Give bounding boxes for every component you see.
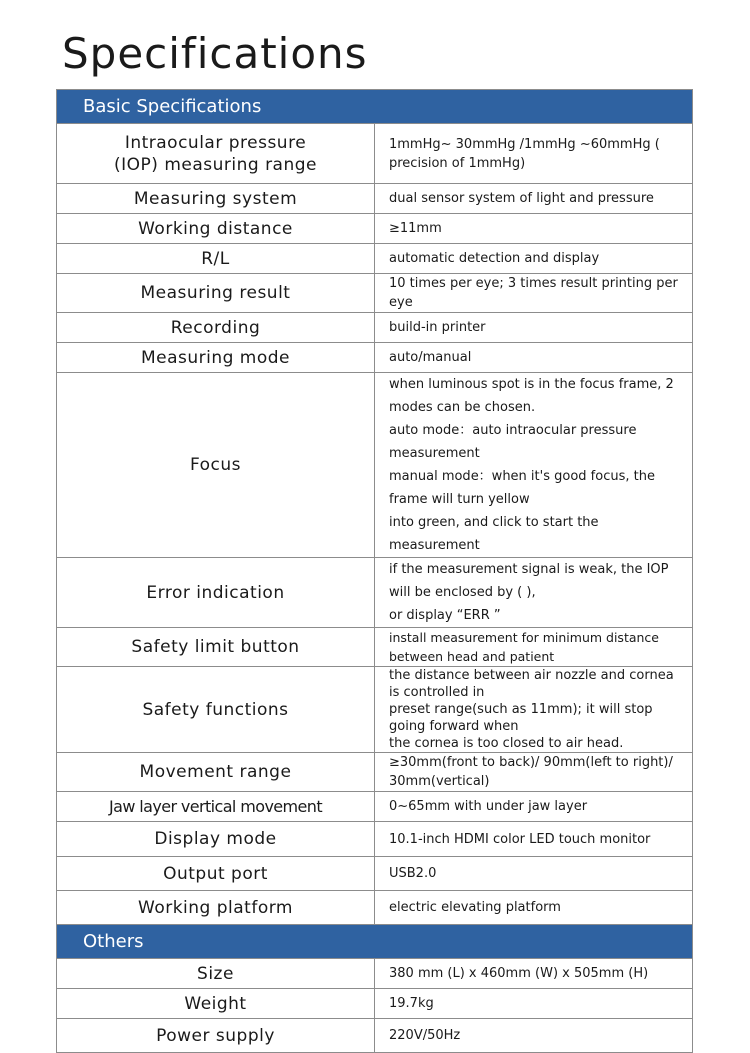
spec-row-iop [57, 124, 693, 184]
spec-value-line: the distance between air nozzle and cornea is controlled in [389, 668, 674, 700]
spec-label: Movement range [57, 753, 375, 792]
spec-label: Focus [57, 373, 375, 558]
spec-row-measuring-mode [57, 343, 693, 373]
spec-row-output-port [57, 857, 693, 891]
spec-label: Error indication [57, 558, 375, 628]
spec-row-focus [57, 373, 693, 558]
spec-value [375, 373, 693, 558]
spec-label: Safety limit button [57, 628, 375, 667]
section-title-basic: Basic Specifications [57, 90, 693, 124]
spec-label: Safety functions [57, 667, 375, 753]
spec-label-line: (IOP) measuring range [114, 154, 317, 175]
spec-row-working-distance [57, 214, 693, 244]
spec-value: 220V/50Hz [375, 1019, 693, 1053]
spec-label: Measuring result [57, 274, 375, 313]
spec-label: Measuring system [57, 184, 375, 214]
spec-value: automatic detection and display [375, 244, 693, 274]
spec-value [375, 667, 693, 753]
spec-value: dual sensor system of light and pressure [375, 184, 693, 214]
spec-value-line: manual mode：when it's good focus, the frame will turn yellow [389, 469, 655, 507]
section-header-others [57, 925, 693, 959]
spec-value: 19.7kg [375, 989, 693, 1019]
spec-row-rl [57, 244, 693, 274]
spec-label: Working platform [57, 891, 375, 925]
spec-value: 380 mm (L) x 460mm (W) x 505mm (H) [375, 959, 693, 989]
spec-value-line: or display “ERR ” [389, 608, 501, 623]
spec-value: 0~65mm with under jaw layer [375, 792, 693, 822]
spec-value: electric elevating platform [375, 891, 693, 925]
spec-value: install measurement for minimum distance between head and patient [375, 628, 693, 667]
spec-value-line: if the measurement signal is weak, the IOP will be enclosed by ( ), [389, 562, 669, 600]
spec-label: Weight [57, 989, 375, 1019]
spec-row-safety-functions [57, 667, 693, 753]
spec-value-line: into green, and click to start the measurement [389, 515, 599, 553]
spec-value-line: auto mode：auto intraocular pressure measurement [389, 423, 637, 461]
spec-value-line: the cornea is too closed to air head. [389, 736, 624, 751]
spec-label: Working distance [57, 214, 375, 244]
spec-row-measuring-system [57, 184, 693, 214]
spec-row-jaw-layer [57, 792, 693, 822]
spec-value: ≥30mm(front to back)/ 90mm(left to right)/ 30mm(vertical) [375, 753, 693, 792]
spec-label [57, 792, 375, 822]
spec-value: 10.1-inch HDMI color LED touch monitor [375, 822, 693, 857]
spec-value: 1mmHg~ 30mmHg /1mmHg ~60mmHg ( precision of 1mmHg) [375, 124, 693, 184]
spec-value: auto/manual [375, 343, 693, 373]
spec-label [57, 124, 375, 184]
section-header-basic [57, 90, 693, 124]
spec-row-size [57, 959, 693, 989]
spec-label: Measuring mode [57, 343, 375, 373]
spec-value-line: when luminous spot is in the focus frame, 2 modes can be chosen. [389, 377, 674, 415]
spec-label-line: Intraocular pressure [124, 132, 307, 153]
spec-value [375, 558, 693, 628]
spec-value: ≥11mm [375, 214, 693, 244]
spec-value: 10 times per eye; 3 times result printing per eye [375, 274, 693, 313]
spec-label: Size [57, 959, 375, 989]
spec-row-power-supply [57, 1019, 693, 1053]
spec-label: Output port [57, 857, 375, 891]
spec-label: Power supply [57, 1019, 375, 1053]
specifications-table [56, 89, 693, 1053]
spec-value-line: preset range(such as 11mm); it will stop going forward when [389, 702, 653, 734]
spec-row-measuring-result [57, 274, 693, 313]
spec-label: R/L [57, 244, 375, 274]
spec-row-weight [57, 989, 693, 1019]
spec-label: Display mode [57, 822, 375, 857]
spec-label: Recording [57, 313, 375, 343]
spec-row-display-mode [57, 822, 693, 857]
spec-row-working-platform [57, 891, 693, 925]
spec-label-text: Jaw layer vertical movement [109, 796, 322, 816]
page-title: Specifications [62, 29, 368, 78]
spec-value: build-in printer [375, 313, 693, 343]
spec-row-recording [57, 313, 693, 343]
spec-value: USB2.0 [375, 857, 693, 891]
spec-row-movement-range [57, 753, 693, 792]
spec-row-error-indication [57, 558, 693, 628]
section-title-others: Others [57, 925, 693, 959]
spec-row-safety-limit-button [57, 628, 693, 667]
